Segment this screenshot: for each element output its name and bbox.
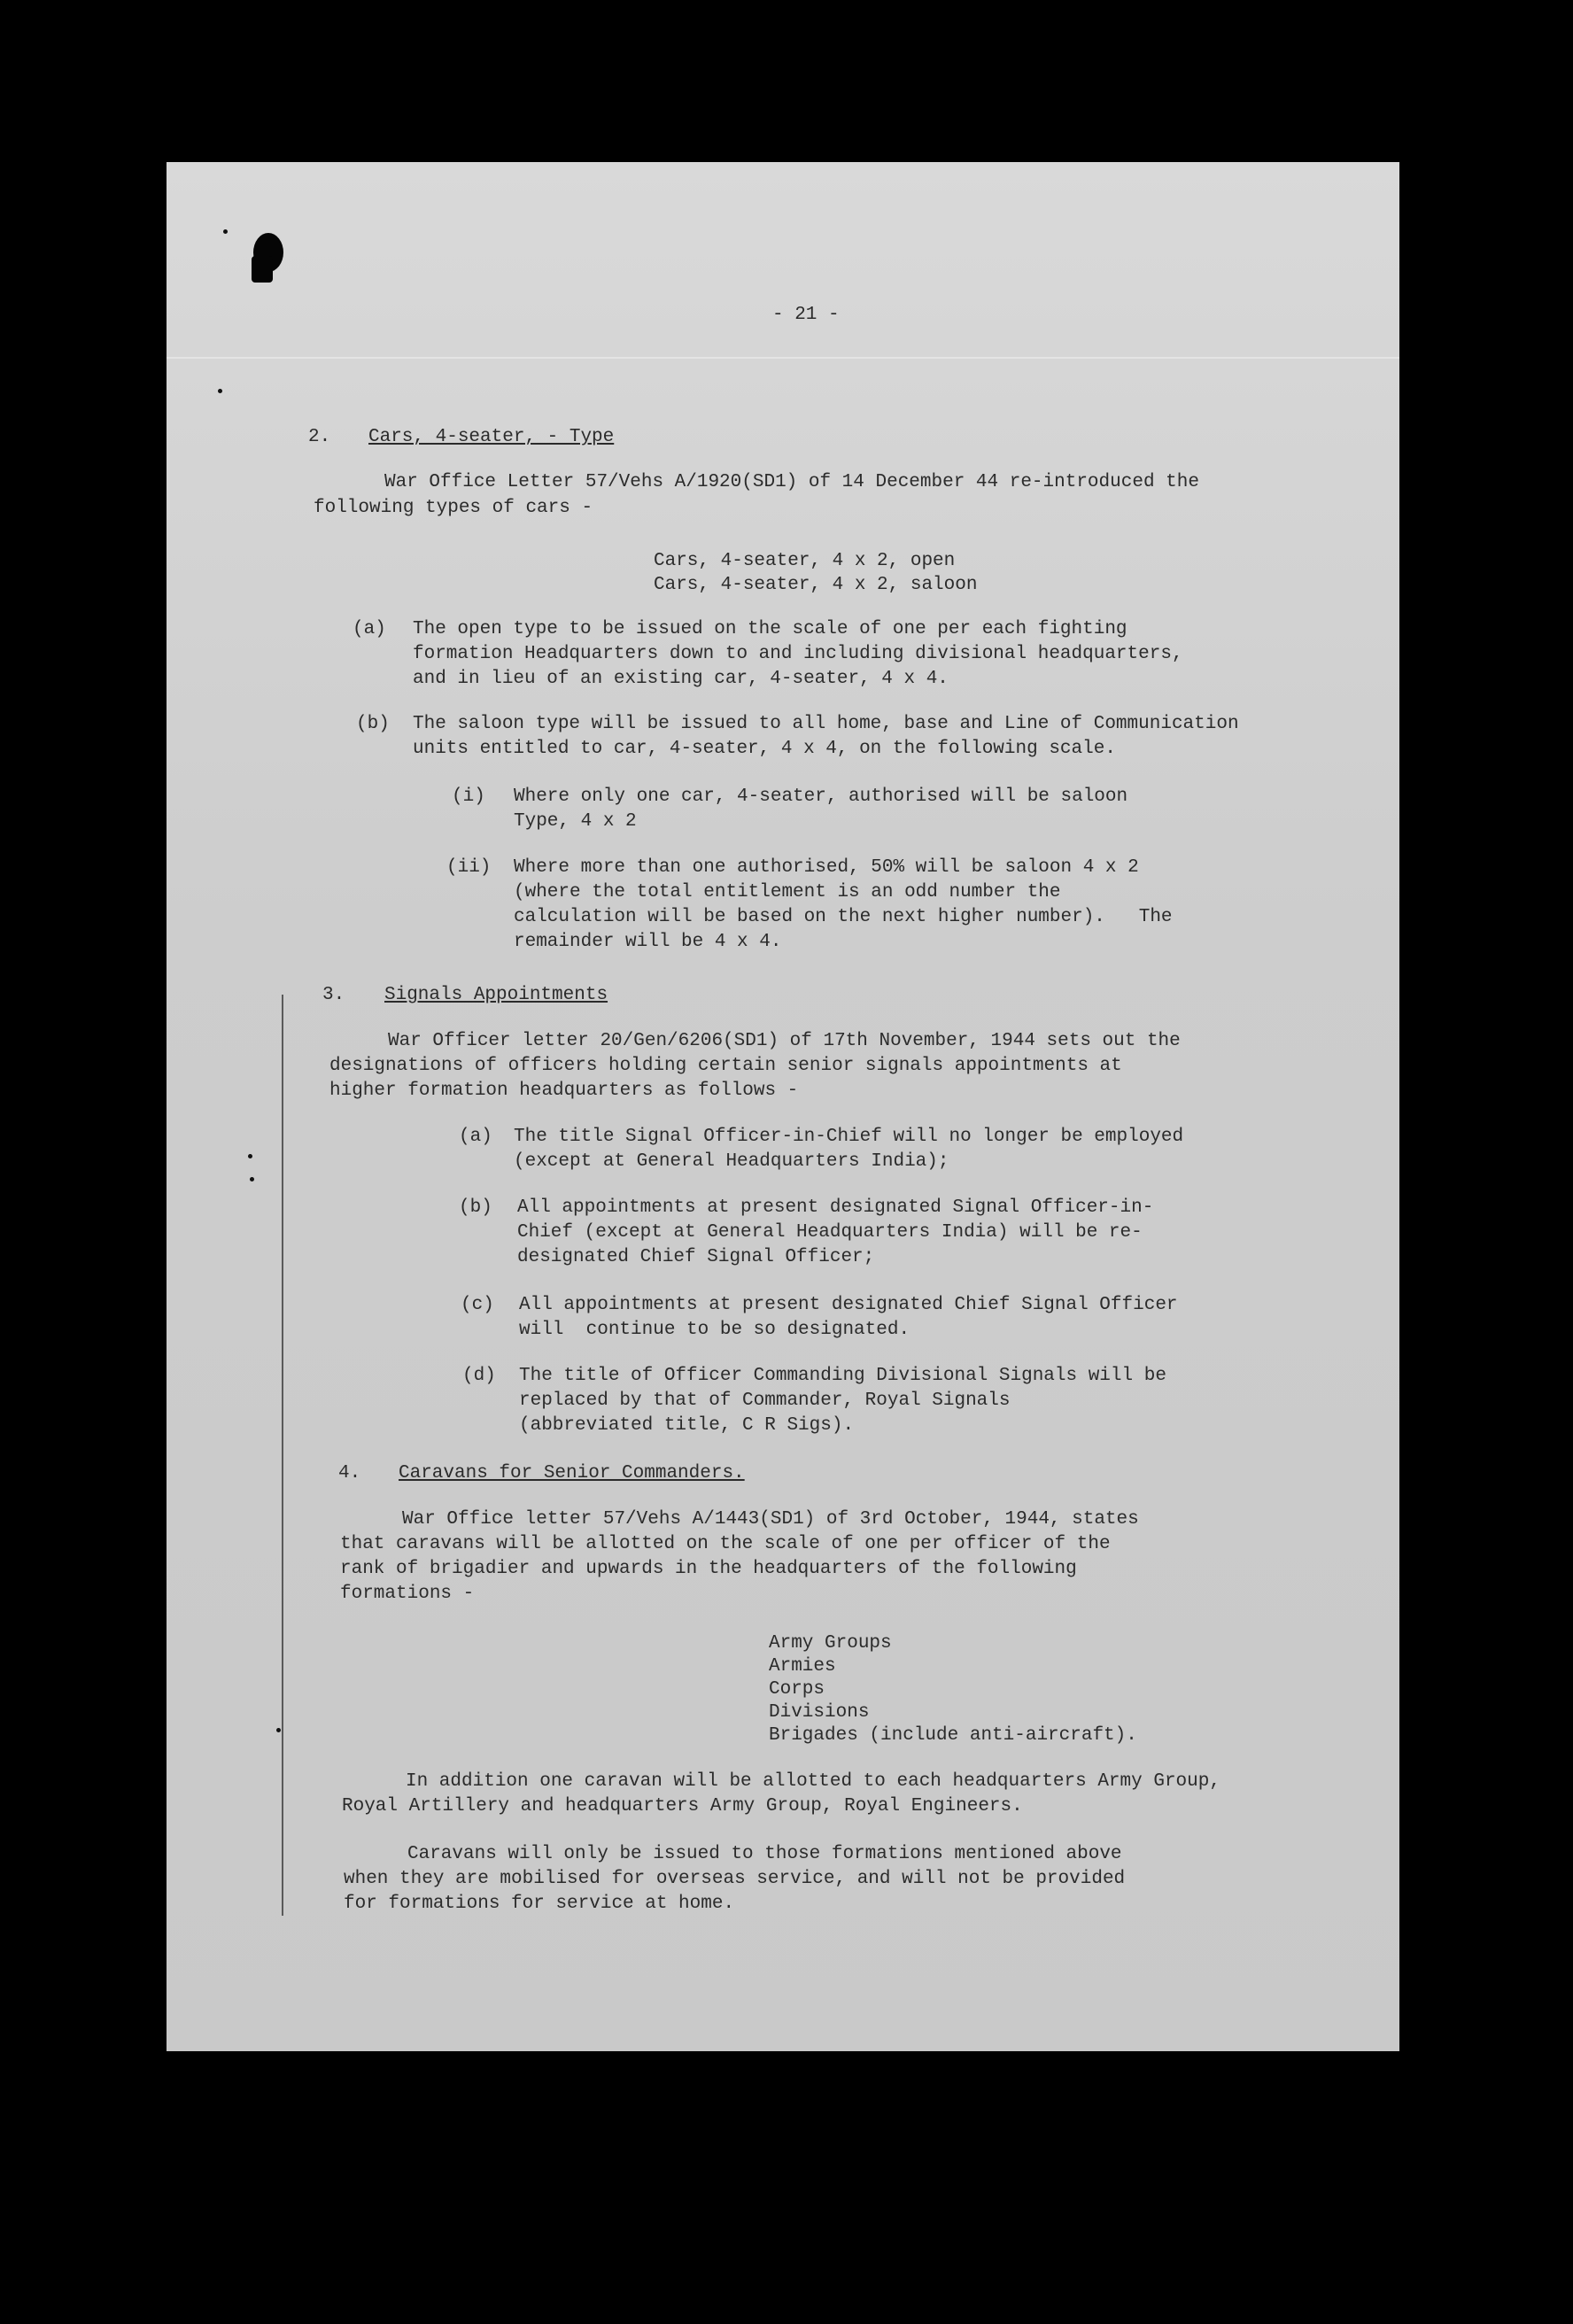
section2-item-ii-line1: Where more than one authorised, 50% will be saloon 4 x 2: [514, 857, 1139, 878]
section3-item-c-line1: All appointments at present designated Chief Signal Officer: [519, 1295, 1178, 1315]
section2-item-a-line2: formation Headquarters down to and including divisional headquarters,: [413, 644, 1183, 664]
section2-item-ii-line4: remainder will be 4 x 4.: [514, 932, 782, 952]
car-type-saloon: Cars, 4-seater, 4 x 2, saloon: [654, 575, 978, 595]
speck: [218, 389, 222, 393]
section3-item-d-line3: (abbreviated title, C R Sigs).: [519, 1415, 855, 1436]
speck: [248, 1154, 252, 1158]
section2-item-a-line1: The open type to be issued on the scale of one per each fighting: [413, 619, 1127, 639]
section2-item-a-line3: and in lieu of an existing car, 4-seater, 4 x 4.: [413, 669, 949, 689]
paper-crease: [167, 357, 1399, 359]
document-page: [167, 162, 1399, 2051]
section2-item-b-label: (b): [356, 714, 390, 734]
page-number: - 21 -: [772, 305, 840, 325]
section2-item-ii-line3: calculation will be based on the next higher number). The: [514, 907, 1173, 927]
section3-item-b-line1: All appointments at present designated Signal Officer-in-: [517, 1197, 1154, 1218]
section4-para3-line3: for formations for service at home.: [344, 1894, 735, 1914]
section4-para2-line1: In addition one caravan will be allotted to each headquarters Army Group,: [406, 1771, 1220, 1792]
section4-intro-line2: that caravans will be allotted on the scale of one per officer of the: [340, 1534, 1111, 1554]
formation-army-groups: Army Groups: [769, 1633, 892, 1654]
speck: [276, 1728, 281, 1732]
section4-number: 4.: [338, 1463, 361, 1483]
section3-item-b-label: (b): [459, 1197, 492, 1218]
section3-item-a-line1: The title Signal Officer-in-Chief will no longer be employed: [514, 1127, 1184, 1147]
section3-item-a-label: (a): [459, 1127, 492, 1147]
section2-item-a-label: (a): [353, 619, 386, 639]
section2-intro-line1: War Office Letter 57/Vehs A/1920(SD1) of 14 December 44 re-introduced the: [384, 472, 1199, 492]
section4-para2-line2: Royal Artillery and headquarters Army Group, Royal Engineers.: [342, 1796, 1023, 1817]
section2-heading: Cars, 4-seater, - Type: [368, 427, 615, 447]
section2-item-b-line2: units entitled to car, 4-seater, 4 x 4, on the following scale.: [413, 739, 1116, 759]
section3-item-b-line2: Chief (except at General Headquarters India) will be re-: [517, 1222, 1143, 1243]
section3-intro-line1: War Officer letter 20/Gen/6206(SD1) of 17th November, 1944 sets out the: [388, 1031, 1181, 1051]
section2-intro-line2: following types of cars -: [314, 498, 593, 518]
section2-item-ii-line2: (where the total entitlement is an odd number the: [514, 882, 1061, 902]
section3-item-d-line2: replaced by that of Commander, Royal Signals: [519, 1391, 1011, 1411]
section2-item-b-line1: The saloon type will be issued to all home, base and Line of Communication: [413, 714, 1239, 734]
car-type-open: Cars, 4-seater, 4 x 2, open: [654, 551, 956, 571]
section3-item-c-label: (c): [461, 1295, 494, 1315]
section4-para3-line1: Caravans will only be issued to those formations mentioned above: [407, 1844, 1122, 1864]
formation-corps: Corps: [769, 1679, 825, 1700]
section2-item-i-line2: Type, 4 x 2: [514, 811, 637, 832]
speck: [223, 229, 228, 234]
section3-item-c-line2: will continue to be so designated.: [519, 1320, 910, 1340]
section2-item-ii-label: (ii): [446, 857, 492, 878]
section3-item-d-line1: The title of Officer Commanding Divisional Signals will be: [519, 1366, 1166, 1386]
formation-brigades: Brigades (include anti-aircraft).: [769, 1725, 1137, 1746]
formation-divisions: Divisions: [769, 1702, 870, 1723]
section4-intro-line4: formations -: [340, 1584, 475, 1604]
section3-number: 3.: [322, 985, 345, 1005]
section2-item-i-line1: Where only one car, 4-seater, authorised will be saloon: [514, 786, 1128, 807]
section4-intro-line1: War Office letter 57/Vehs A/1443(SD1) of 3rd October, 1944, states: [402, 1509, 1139, 1530]
formation-armies: Armies: [769, 1656, 836, 1677]
section4-heading: Caravans for Senior Commanders.: [399, 1463, 745, 1483]
binder-hole-tab: [252, 256, 273, 283]
section3-heading: Signals Appointments: [384, 985, 608, 1005]
section4-para3-line2: when they are mobilised for overseas service, and will not be provided: [344, 1869, 1126, 1889]
section3-item-a-line2: (except at General Headquarters India);: [514, 1151, 949, 1172]
section2-number: 2.: [308, 427, 331, 447]
section3-intro-line2: designations of officers holding certain senior signals appointments at: [329, 1056, 1122, 1076]
section4-intro-line3: rank of brigadier and upwards in the headquarters of the following: [340, 1559, 1077, 1579]
section2-item-i-label: (i): [452, 786, 485, 807]
section3-item-b-line3: designated Chief Signal Officer;: [517, 1247, 875, 1267]
margin-line: [282, 995, 283, 1916]
speck: [250, 1177, 254, 1181]
section3-item-d-label: (d): [462, 1366, 496, 1386]
section3-intro-line3: higher formation headquarters as follows -: [329, 1081, 799, 1101]
